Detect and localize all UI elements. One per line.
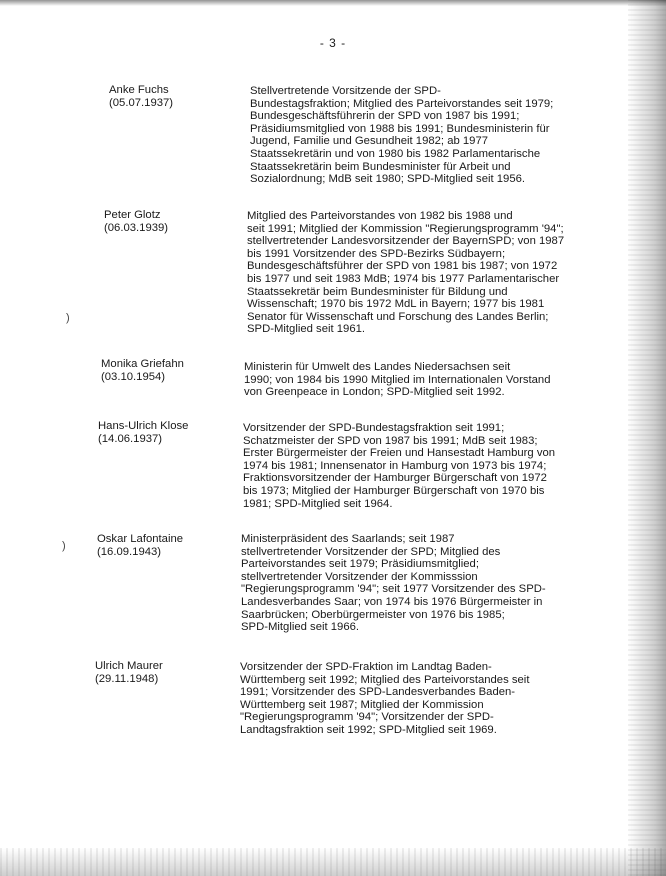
description-line: Fraktionsvorsitzender der Hamburger Bürgerschaft von 1972 [243, 472, 547, 485]
person-name: Hans-Ulrich Klose [98, 420, 189, 432]
description-line: Stellvertretende Vorsitzende der SPD- [250, 85, 441, 97]
description-line: Saarbrücken; Oberbürgermeister von 1976 bis 1985; [241, 608, 505, 621]
description-line: Präsidiumsmitglied von 1988 bis 1991; Bundesministerin für [250, 122, 550, 135]
person-name-block [97, 533, 183, 559]
page-number: - 3 - [319, 36, 347, 50]
description-line: Wissenschaft; 1970 bis 1972 MdL in Bayern; 1977 bis 1981 [247, 298, 545, 311]
person-description [240, 661, 529, 737]
description-line: von Greenpeace in London; SPD-Mitglied seit 1992. [244, 386, 505, 399]
person-birthdate: (14.06.1937) [98, 433, 163, 445]
person-name: Peter Glotz [104, 209, 161, 221]
person-name: Anke Fuchs [109, 84, 169, 96]
description-line: Jugend, Familie und Gesundheit 1982; ab 1977 [250, 135, 489, 148]
description-line: SPD-Mitglied seit 1966. [241, 621, 360, 634]
description-line: Staatssekretärin und von 1980 bis 1982 Parlamentarische [250, 147, 541, 160]
description-line: Parteivorstandes seit 1979; Präsidiumsmitglied; [241, 558, 479, 571]
description-line: Vorsitzender der SPD-Fraktion im Landtag Baden- [240, 661, 492, 673]
description-line: Staatssekretär beim Bundesminister für Bildung und [247, 285, 508, 298]
description-line: Ministerpräsident des Saarlands; seit 1987 [241, 533, 455, 545]
person-description [247, 210, 564, 336]
description-line: bis 1991 Vorsitzender des SPD-Bezirks Südbayern; [247, 247, 506, 260]
description-line: Mitglied des Parteivorstandes von 1982 bis 1988 und [247, 210, 513, 222]
description-line: 1991; Vorsitzender des SPD-Landesverbandes Baden- [240, 686, 516, 699]
person-name-block [109, 84, 173, 110]
description-line: Sozialordnung; MdB seit 1980; SPD-Mitglied seit 1956. [250, 173, 526, 186]
person-name: Oskar Lafontaine [97, 533, 184, 545]
person-description [244, 361, 550, 399]
person-description [250, 85, 553, 186]
description-line: SPD-Mitglied seit 1961. [247, 323, 366, 336]
description-line: Erster Bürgermeister der Freien und Hansestadt Hamburg von [243, 447, 556, 460]
scan-edge-bottom [0, 848, 666, 876]
description-line: 1990; von 1984 bis 1990 Mitglied im Internationalen Vorstand [244, 373, 551, 386]
scan-edge-top [0, 0, 666, 6]
person-name-block [98, 420, 188, 446]
person-birthdate: (05.07.1937) [109, 97, 174, 109]
description-line: "Regierungsprogramm '94"; seit 1977 Vorsitzender des SPD- [241, 583, 546, 596]
description-line: Staatssekretärin beim Bundesminister für Arbeit und [250, 160, 511, 173]
description-line: Senator für Wissenschaft und Forschung des Landes Berlin; [247, 310, 549, 323]
description-line: Württemberg seit 1992; Mitglied des Parteivorstandes seit [240, 673, 530, 686]
description-line: 1981; SPD-Mitglied seit 1964. [243, 497, 393, 510]
description-line: stellvertretender Vorsitzender der Kommisssion [241, 570, 478, 583]
person-birthdate: (03.10.1954) [101, 371, 166, 383]
margin-mark: ) [62, 540, 66, 552]
person-birthdate: (06.03.1939) [104, 222, 169, 234]
description-line: Bundestagsfraktion; Mitglied des Parteivorstandes seit 1979; [250, 97, 554, 110]
description-line: Vorsitzender der SPD-Bundestagsfraktion seit 1991; [243, 422, 505, 434]
description-line: bis 1973; Mitglied der Hamburger Bürgerschaft von 1970 bis [243, 484, 545, 497]
person-description [241, 533, 546, 634]
description-line: stellvertretender Vorsitzender der SPD; Mitglied des [241, 545, 501, 558]
description-line: "Regierungsprogramm '94"; Vorsitzender der SPD- [240, 711, 494, 724]
person-name: Monika Griefahn [101, 358, 184, 370]
description-line: stellvertretender Landesvorsitzender der BayernSPD; von 1987 [247, 235, 565, 248]
scan-edge-right [628, 0, 666, 876]
description-line: Bundesgeschäftsführer der SPD von 1981 bis 1987; von 1972 [247, 260, 558, 273]
description-line: Landtagsfraktion seit 1992; SPD-Mitglied seit 1969. [240, 723, 497, 736]
description-line: Württemberg seit 1987; Mitglied der Kommission [240, 698, 484, 711]
margin-mark: ) [66, 312, 70, 324]
person-description [243, 422, 555, 510]
person-name: Ulrich Maurer [95, 660, 163, 672]
description-line: Ministerin für Umwelt des Landes Niedersachsen seit [244, 361, 511, 373]
person-name-block [104, 209, 168, 235]
description-line: Landesverbandes Saar; von 1974 bis 1976 Bürgermeister in [241, 595, 543, 608]
person-name-block [101, 358, 184, 384]
description-line: Schatzmeister der SPD von 1987 bis 1991; MdB seit 1983; [243, 434, 538, 447]
description-line: 1974 bis 1981; Innensenator in Hamburg von 1973 bis 1974; [243, 459, 547, 472]
description-line: bis 1977 und seit 1983 MdB; 1974 bis 1977 Parlamentarischer [247, 272, 560, 285]
person-birthdate: (16.09.1943) [97, 546, 162, 558]
person-name-block [95, 660, 163, 686]
description-line: seit 1991; Mitglied der Kommission "Regierungsprogramm '94"; [247, 222, 564, 235]
description-line: Bundesgeschäftsführerin der SPD von 1987 bis 1991; [250, 110, 520, 123]
person-birthdate: (29.11.1948) [95, 673, 159, 685]
